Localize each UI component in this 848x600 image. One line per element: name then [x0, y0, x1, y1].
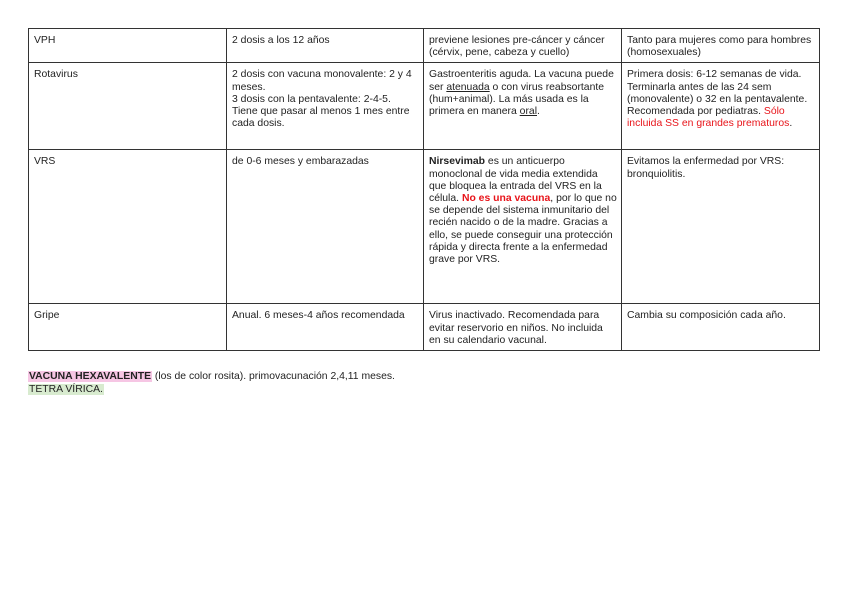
- notes-cell: [622, 63, 820, 150]
- bold-term: Nirsevimab: [429, 156, 486, 168]
- tetravirica-note: [28, 383, 395, 396]
- notes-cell: Cambia su composición cada año.: [622, 304, 820, 351]
- red-warning-text: Sólo incluida SS en grandes prematuros: [627, 106, 790, 130]
- info-text: .: [537, 106, 540, 118]
- table-row-vph: [29, 29, 820, 63]
- info-cell: previene lesiones pre-cáncer y cáncer (cérvix, pene, cabeza y cuello): [424, 29, 622, 63]
- footer-notes: [28, 370, 395, 396]
- doses-cell: [227, 63, 424, 150]
- vaccine-name-cell: VPH: [29, 29, 227, 63]
- doses-line: Tiene que pasar al menos 1 mes entre cada dosis.: [232, 106, 410, 130]
- table-row-gripe: [29, 304, 820, 351]
- red-warning-text: No es una vacuna: [461, 193, 551, 205]
- vaccine-name-cell: Rotavirus: [29, 63, 227, 150]
- info-text: , por lo que no se depende del sistema inmunitario del recién nacido o de la madre. Gracias a ello, se puede conseguir una protección rápida y directa frente a la enfermedad grave por VRS.: [429, 193, 617, 266]
- info-cell: [424, 150, 622, 304]
- vaccine-name-cell: VRS: [29, 150, 227, 304]
- notes-cell: Tanto para mujeres como para hombres (homosexuales): [622, 29, 820, 63]
- table-row-vrs: [29, 150, 820, 304]
- notes-text: .: [789, 118, 793, 130]
- info-text: o con virus reabsortante (hum+animal). La más usada es la primera en manera: [429, 81, 605, 118]
- table-row-rotavirus: [29, 63, 820, 150]
- vaccine-name-cell: Gripe: [29, 304, 227, 351]
- info-text: Gastroenteritis aguda. La vacuna puede ser: [429, 69, 614, 93]
- notes-line: Primera dosis: 6-12 semanas de vida.: [627, 69, 802, 81]
- info-cell: Virus inactivado. Recomendada para evitar reservorio en niños. No incluida en su calendario vacunal.: [424, 304, 622, 351]
- doses-cell: Anual. 6 meses-4 años recomendada: [227, 304, 424, 351]
- doses-cell: de 0-6 meses y embarazadas: [227, 150, 424, 304]
- info-text: es un anticuerpo monoclonal de vida media extendida que bloquea la entrada del VRS en la célula.: [429, 156, 602, 205]
- hexavalente-text: (los de color rosita). primovacunación 2,4,11 meses.: [152, 371, 395, 382]
- underlined-term: oral: [519, 106, 537, 118]
- doses-line: 3 dosis con la pentavalente: 2-4-5.: [232, 93, 391, 105]
- doses-line: 2 dosis con vacuna monovalente: 2 y 4 meses.: [232, 69, 412, 93]
- underlined-term: atenuada: [446, 81, 490, 93]
- green-highlight-label: TETRA VÍRICA.: [29, 384, 103, 395]
- vaccine-table: [28, 28, 820, 351]
- notes-line: [627, 106, 815, 130]
- notes-text: Recomendada por pediatras.: [627, 106, 764, 118]
- pink-highlight-label: VACUNA HEXAVALENTE: [29, 371, 151, 382]
- doses-cell: 2 dosis a los 12 años: [227, 29, 424, 63]
- hexavalente-note: [28, 370, 395, 383]
- notes-line: Terminarla antes de las 24 sem (monovalente) o 32 en la pentavalente.: [627, 81, 808, 105]
- info-cell: [424, 63, 622, 150]
- notes-cell: Evitamos la enfermedad por VRS: bronquiolitis.: [622, 150, 820, 304]
